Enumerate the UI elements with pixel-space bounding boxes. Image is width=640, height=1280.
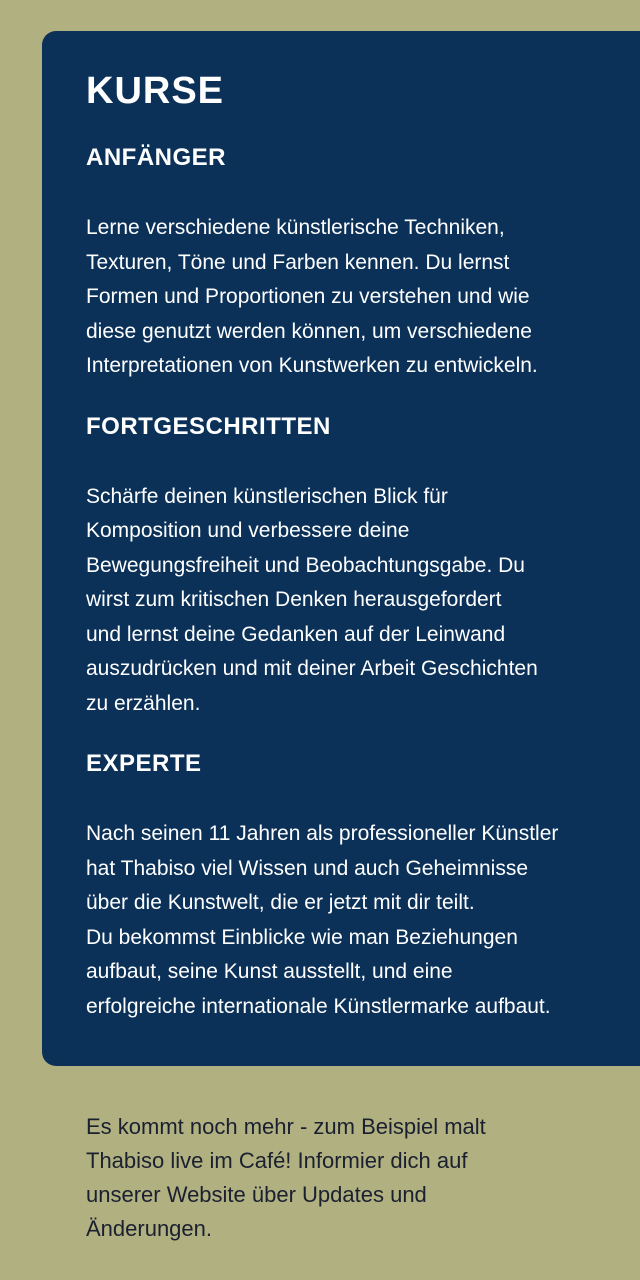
section-heading-beginner: ANFÄNGER (86, 144, 226, 171)
courses-panel (42, 31, 640, 1066)
page-title: KURSE (86, 70, 225, 112)
section-beginner (86, 143, 640, 384)
section-text-beginner: Lerne verschiedene künstlerische Techniken, Texturen, Töne und Farben kennen. Du lernst Formen und Proportionen zu verstehen und wie diese genutzt werden können, um verschiedene Interpretationen von Kunstwerken zu entwickeln. (86, 216, 538, 377)
section-heading-expert: EXPERTE (86, 750, 202, 777)
section-text-advanced: Schärfe deinen künstlerischen Blick für Komposition und verbessere deine Bewegungsfreiheit und Beobachtungsgabe. Du wirst zum kritischen Denken herausgefordert und lernst deine Gedanken auf der Leinwand auszudrücken und mit deiner Arbeit Geschichten zu erzählen. (86, 484, 538, 715)
footer-note: Es kommt noch mehr - zum Beispiel malt Thabiso live im Café! Informier dich auf unserer Website über Updates und Änderungen. (86, 1114, 486, 1241)
section-heading-advanced: FORTGESCHRITTEN (86, 412, 331, 440)
section-text-expert: Nach seinen 11 Jahren als professioneller Künstler hat Thabiso viel Wissen und auch Geheimnisse über die Kunstwelt, die er jetzt mit dir teilt. Du bekommst Einblicke wie man Beziehungen aufbaut, seine Kunst ausstellt, und eine erfolgreiche internationale Künstlermarke aufbaut. (86, 822, 559, 1018)
section-expert (86, 749, 640, 1024)
section-advanced (86, 412, 640, 722)
